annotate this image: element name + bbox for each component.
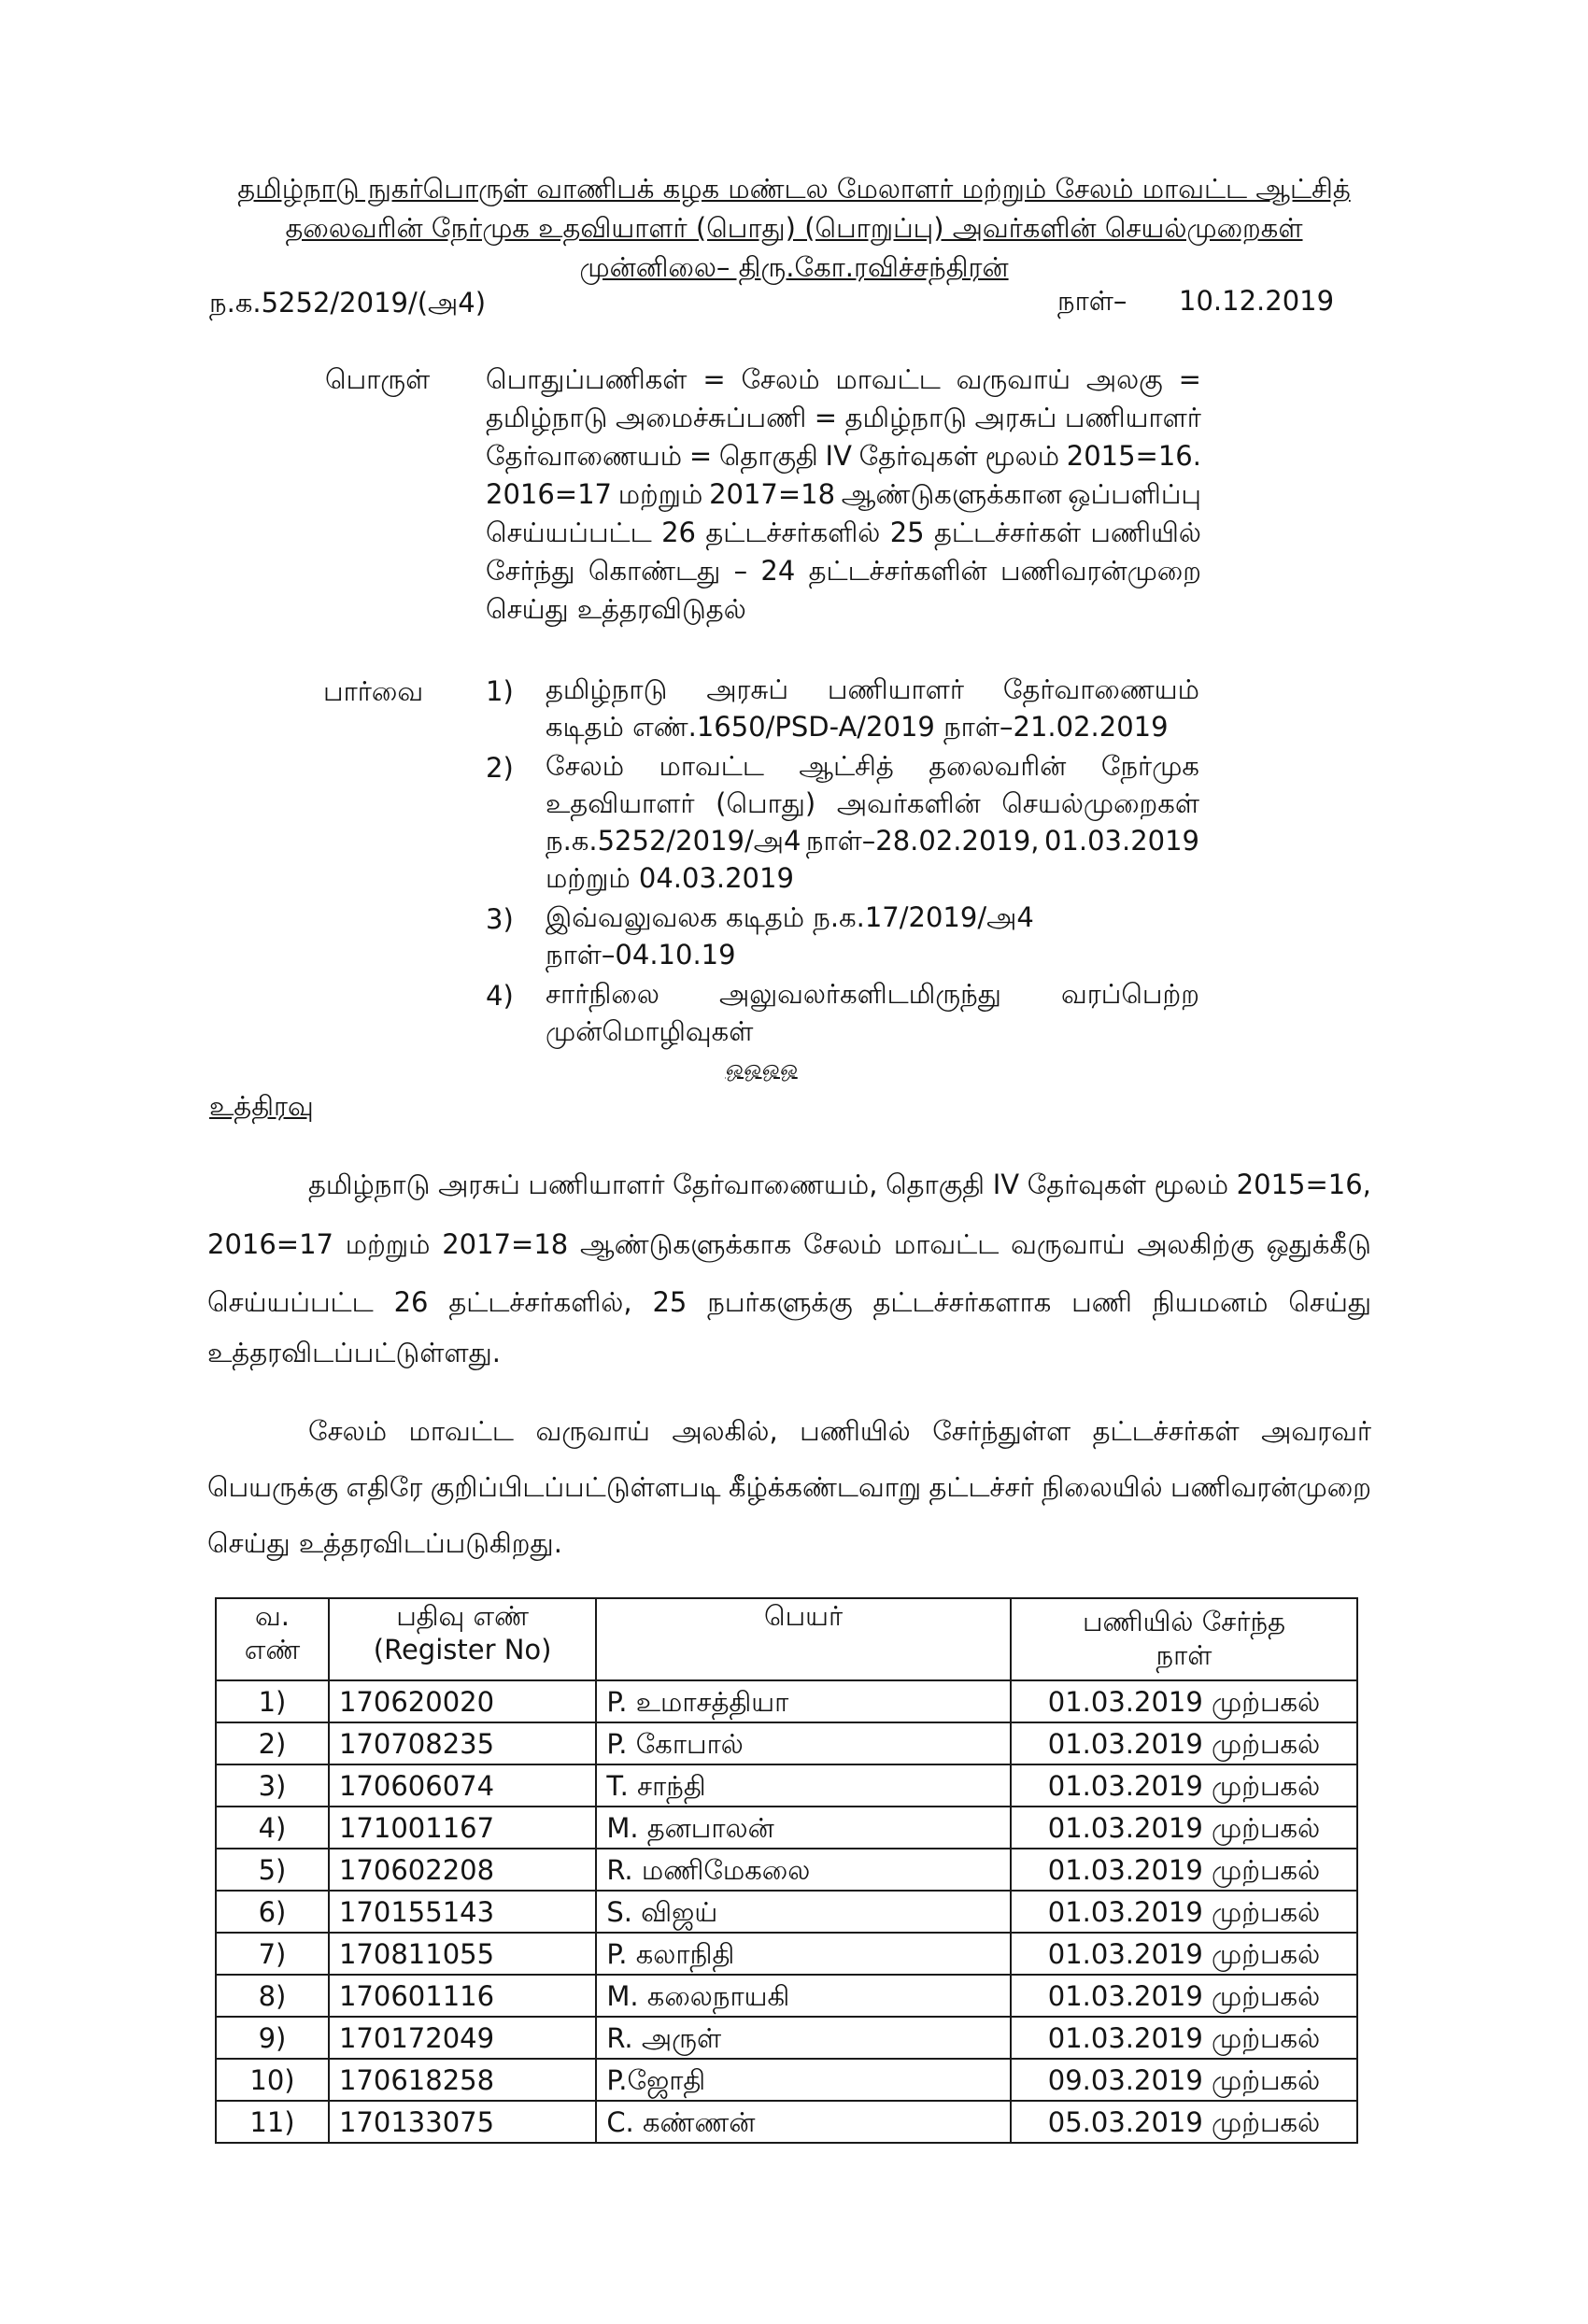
word: அலகில், xyxy=(672,1415,778,1447)
header-register-line2: (Register No) xyxy=(373,1634,552,1665)
word: மூலம் xyxy=(985,440,1060,472)
cell-register-no: 171001167 xyxy=(329,1807,596,1849)
header-joining-date xyxy=(1011,1598,1357,1680)
reference-2-line3 xyxy=(546,822,1199,859)
word: ஆண்டுகளுக்காக xyxy=(580,1228,792,1260)
table-row xyxy=(216,1722,1357,1764)
header-serial-line2: எண் xyxy=(244,1634,301,1665)
cell-joining-date: 01.03.2019 முற்பகல் xyxy=(1011,1849,1357,1891)
cell-name: T. சாந்தி xyxy=(596,1764,1011,1807)
word: ஆட்சித் xyxy=(799,750,894,782)
word: எதிரே xyxy=(346,1471,423,1503)
word: மாவட்ட xyxy=(408,1415,514,1447)
word: அரசுப் xyxy=(974,402,1057,433)
word: செய்து xyxy=(1288,1286,1371,1318)
cell-register-no: 170601116 xyxy=(329,1975,596,2017)
word: பணியாளர் xyxy=(528,1169,665,1200)
word: நிலையில் xyxy=(1042,1471,1163,1503)
word: 2017=18 xyxy=(709,478,836,510)
cell-joining-date: 01.03.2019 முற்பகல் xyxy=(1011,2017,1357,2059)
subject-line-last: செய்து உத்தரவிடுதல் xyxy=(486,593,746,625)
table-row xyxy=(216,1933,1357,1975)
date-label: நாள்– xyxy=(1057,285,1127,317)
cell-joining-date: 01.03.2019 முற்பகல் xyxy=(1011,1680,1357,1722)
word: 24 xyxy=(760,555,796,587)
subject-line xyxy=(486,361,1201,398)
cell-name: P.ஜோதி xyxy=(596,2059,1011,2101)
header-register-line1: பதிவு எண் xyxy=(396,1600,530,1632)
table-row xyxy=(216,1891,1357,1933)
word: அரசுப் xyxy=(438,1169,520,1200)
word: பணிவரன்முறை xyxy=(1000,555,1201,587)
cell-name: R. மணிமேகலை xyxy=(596,1849,1011,1891)
word: தமிழ்நாடு xyxy=(308,1169,431,1200)
reference-4-line2: முன்மொழிவுகள் xyxy=(546,1015,754,1047)
word: சேலம் xyxy=(308,1415,388,1447)
cell-register-no: 170811055 xyxy=(329,1933,596,1975)
cell-name: P. கலாநிதி xyxy=(596,1933,1011,1975)
word: = xyxy=(814,402,838,433)
word: சேலம் xyxy=(546,750,625,782)
paragraph-2-last-line: செய்து உத்தரவிடப்படுகிறது. xyxy=(207,1527,562,1559)
word: IV xyxy=(825,440,852,472)
cell-name: P. கோபால் xyxy=(596,1722,1011,1764)
cell-serial: 5) xyxy=(216,1849,329,1891)
reference-number: ந.க.5252/2019/(அ4) xyxy=(209,287,487,319)
cell-register-no: 170606074 xyxy=(329,1764,596,1807)
word: பணியாளர் xyxy=(827,673,964,705)
table-row xyxy=(216,2101,1357,2143)
word: அலுவலர்களிடமிருந்து xyxy=(718,978,1001,1010)
reference-1-line2: கடிதம் எண்.1650/PSD-A/2019 நாள்–21.02.2019 xyxy=(546,711,1169,743)
cell-joining-date: 09.03.2019 முற்பகல் xyxy=(1011,2059,1357,2101)
table-row xyxy=(216,1680,1357,1722)
word: செய்யப்பட்ட xyxy=(207,1286,374,1318)
word: கீழ்க்கண்டவாறு xyxy=(728,1471,922,1503)
word: (பொது) xyxy=(716,787,816,819)
paragraph-1-line xyxy=(207,1224,1371,1265)
cell-serial: 3) xyxy=(216,1764,329,1807)
word: வருவாய் xyxy=(1011,1228,1126,1260)
reference-number-3: 3) xyxy=(486,903,514,935)
cell-serial: 6) xyxy=(216,1891,329,1933)
cell-joining-date: 01.03.2019 முற்பகல் xyxy=(1011,1722,1357,1764)
word: தமிழ்நாடு xyxy=(844,402,968,433)
reference-3-line1: இவ்வலுவலக கடிதம் ந.க.17/2019/அ4 xyxy=(546,901,1034,933)
reference-2-line1 xyxy=(546,747,1199,785)
word: சேலம் xyxy=(741,363,820,395)
cell-name: M. தனபாலன் xyxy=(596,1807,1011,1849)
table-row xyxy=(216,2017,1357,2059)
word: ஒப்பளிப்பு xyxy=(1068,478,1201,510)
word: நியமனம் xyxy=(1152,1286,1269,1318)
table-header-row xyxy=(216,1598,1357,1680)
cell-register-no: 170620020 xyxy=(329,1680,596,1722)
cell-name: C. கண்ணன் xyxy=(596,2101,1011,2143)
word: 2017=18 xyxy=(442,1228,569,1260)
header-date-line1: பணியில் சேர்ந்த xyxy=(1082,1606,1285,1637)
word: பணிவரன்முறை xyxy=(1170,1471,1371,1503)
reference-3-line2: நாள்–04.10.19 xyxy=(546,939,736,971)
subject-line xyxy=(486,514,1201,551)
cell-register-no: 170708235 xyxy=(329,1722,596,1764)
word: பொதுப்பணிகள் xyxy=(486,363,688,395)
cell-register-no: 170602208 xyxy=(329,1849,596,1891)
word: 2015=16. xyxy=(1066,440,1201,472)
cell-serial: 11) xyxy=(216,2101,329,2143)
word: தொகுதி xyxy=(886,1169,985,1200)
subject-line xyxy=(486,399,1201,436)
word: பெயருக்கு xyxy=(207,1471,339,1503)
table-row xyxy=(216,1975,1357,2017)
word: மாவட்ட xyxy=(659,750,764,782)
reference-2-line2 xyxy=(546,785,1199,822)
word: ஒதுக்கீடு xyxy=(1266,1228,1371,1260)
paragraph-1-last-line: உத்தரவிடப்பட்டுள்ளது. xyxy=(207,1337,501,1368)
word: 26 xyxy=(393,1286,429,1318)
word: நாள்–28.02.2019, xyxy=(805,825,1040,857)
reference-number-2: 2) xyxy=(486,752,514,784)
word: – xyxy=(733,555,748,587)
cell-register-no: 170155143 xyxy=(329,1891,596,1933)
word: சேலம் xyxy=(803,1228,883,1260)
word: தேர்வாணையம், xyxy=(673,1169,878,1200)
word: மற்றும் xyxy=(617,478,703,510)
word: = xyxy=(688,440,713,472)
word: தேர்வுகள் xyxy=(1027,1169,1146,1200)
cell-serial: 4) xyxy=(216,1807,329,1849)
word: செயல்முறைகள் xyxy=(1001,787,1199,819)
cell-joining-date: 01.03.2019 முற்பகல் xyxy=(1011,1891,1357,1933)
table-row xyxy=(216,1849,1357,1891)
word: 25 xyxy=(652,1286,688,1318)
cell-serial: 10) xyxy=(216,2059,329,2101)
word: தமிழ்நாடு xyxy=(546,673,668,705)
word: பணியாளர் xyxy=(1064,402,1201,433)
header-name xyxy=(596,1598,1011,1680)
paragraph-2-line xyxy=(308,1410,1371,1452)
cell-name: M. கலைநாயகி xyxy=(596,1975,1011,2017)
word: தட்டச்சர்களின் xyxy=(808,555,987,587)
word: 25 xyxy=(889,517,925,548)
register-table xyxy=(215,1597,1358,2144)
cell-name: R. அருள் xyxy=(596,2017,1011,2059)
cell-joining-date: 05.03.2019 முற்பகல் xyxy=(1011,2101,1357,2143)
reference-4-line1 xyxy=(546,975,1199,1013)
cell-serial: 2) xyxy=(216,1722,329,1764)
word: அவரவர் xyxy=(1261,1415,1371,1447)
cell-serial: 8) xyxy=(216,1975,329,2017)
word: வருவாய் xyxy=(956,363,1071,395)
cell-joining-date: 01.03.2019 முற்பகல் xyxy=(1011,1933,1357,1975)
word: 2015=16, xyxy=(1236,1169,1371,1200)
word: தலைவரின் xyxy=(929,750,1067,782)
word: 2016=17 xyxy=(207,1228,334,1260)
order-heading: உத்திரவு xyxy=(209,1090,314,1122)
word: மாவட்ட xyxy=(893,1228,1000,1260)
word: அரசுப் xyxy=(706,673,789,705)
word: IV xyxy=(992,1169,1020,1200)
word: நபர்களுக்கு xyxy=(707,1286,853,1318)
word: தேர்வுகள் xyxy=(858,440,978,472)
cell-register-no: 170172049 xyxy=(329,2017,596,2059)
paragraph-2-line xyxy=(207,1467,1371,1508)
reference-number-1: 1) xyxy=(486,675,514,707)
word: அலகிற்கு xyxy=(1137,1228,1255,1260)
table-row xyxy=(216,1764,1357,1807)
subject-line xyxy=(486,475,1201,513)
word: வரப்பெற்ற xyxy=(1061,978,1199,1010)
cell-serial: 9) xyxy=(216,2017,329,2059)
cell-serial: 7) xyxy=(216,1933,329,1975)
word: தொகுதி xyxy=(718,440,818,472)
header-register xyxy=(329,1598,596,1680)
word: தட்டச்சர்கள் xyxy=(1092,1415,1240,1447)
table-row xyxy=(216,2059,1357,2101)
word: 26 xyxy=(661,517,696,548)
word: 2016=17 xyxy=(486,478,613,510)
word: தட்டச்சர்களாக xyxy=(872,1286,1052,1318)
word: 01.03.2019 xyxy=(1043,825,1199,857)
word: = xyxy=(1178,363,1201,395)
word: மாவட்ட xyxy=(835,363,941,395)
date-value: 10.12.2019 xyxy=(1179,285,1335,317)
word: அமைச்சுப்பணி xyxy=(615,402,807,433)
table-row xyxy=(216,1807,1357,1849)
header-line-2: தலைவரின் நேர்முக உதவியாளர் (பொது) (பொறுப்பு) அவர்களின் செயல்முறைகள் xyxy=(285,212,1303,244)
word: தட்டச்சர்களில் xyxy=(705,517,881,548)
cell-joining-date: 01.03.2019 முற்பகல் xyxy=(1011,1975,1357,2017)
reference-2-line4: மற்றும் 04.03.2019 xyxy=(546,862,794,894)
paragraph-1-line xyxy=(207,1282,1371,1323)
word: தட்டச்சர்களில், xyxy=(448,1286,632,1318)
references-label: பார்வை xyxy=(323,675,424,707)
word: பணி xyxy=(1071,1286,1132,1318)
subject-label: பொருள் xyxy=(325,363,431,395)
cell-joining-date: 01.03.2019 முற்பகல் xyxy=(1011,1807,1357,1849)
reference-1-line1 xyxy=(546,671,1199,708)
word: குறிப்பிடப்பட்டுள்ளபடி xyxy=(430,1471,721,1503)
word: அலகு xyxy=(1085,363,1163,395)
header-line-3: முன்னிலை– திரு.கோ.ரவிச்சந்திரன் xyxy=(579,251,1009,283)
word: தட்டச்சர் xyxy=(929,1471,1034,1503)
word: உதவியாளர் xyxy=(546,787,695,819)
word: சேர்ந்து xyxy=(486,555,575,587)
seal-mark: ஒஒஒஒ xyxy=(725,1057,798,1081)
word: தமிழ்நாடு xyxy=(486,402,608,433)
word: பணியில் xyxy=(1090,517,1201,548)
subject-line xyxy=(486,437,1201,475)
cell-joining-date: 01.03.2019 முற்பகல் xyxy=(1011,1764,1357,1807)
header-serial xyxy=(216,1598,329,1680)
paragraph-1-line xyxy=(308,1164,1371,1205)
cell-name: S. விஜய் xyxy=(596,1891,1011,1933)
word: பணியில் xyxy=(800,1415,911,1447)
word: மூலம் xyxy=(1154,1169,1229,1200)
header-serial-line1: வ. xyxy=(255,1600,290,1632)
word: ந.க.5252/2019/அ4 xyxy=(546,825,801,857)
reference-number-4: 4) xyxy=(486,980,514,1012)
subject-line xyxy=(486,552,1201,589)
word: ஆண்டுகளுக்கான xyxy=(841,478,1062,510)
header-line-1: தமிழ்நாடு நுகர்பொருள் வாணிபக் கழக மண்டல மேலாளர் மற்றும் சேலம் மாவட்ட ஆட்சித் xyxy=(237,173,1351,205)
word: தேர்வாணையம் xyxy=(1002,673,1199,705)
cell-name: P. உமாசத்தியா xyxy=(596,1680,1011,1722)
word: வருவாய் xyxy=(535,1415,650,1447)
word: தட்டச்சர்கள் xyxy=(934,517,1082,548)
word: செய்யப்பட்ட xyxy=(486,517,652,548)
word: சேர்ந்துள்ள xyxy=(932,1415,1071,1447)
word: சார்நிலை xyxy=(546,978,659,1010)
header-date-line2: நாள் xyxy=(1156,1639,1212,1671)
word: மற்றும் xyxy=(345,1228,431,1260)
cell-register-no: 170618258 xyxy=(329,2059,596,2101)
word: = xyxy=(702,363,726,395)
header-name-text: பெயர் xyxy=(764,1600,844,1632)
cell-serial: 1) xyxy=(216,1680,329,1722)
word: கொண்டது xyxy=(588,555,721,587)
word: நேர்முக xyxy=(1100,750,1199,782)
word: தேர்வாணையம் xyxy=(486,440,683,472)
cell-register-no: 170133075 xyxy=(329,2101,596,2143)
word: அவர்களின் xyxy=(836,787,981,819)
